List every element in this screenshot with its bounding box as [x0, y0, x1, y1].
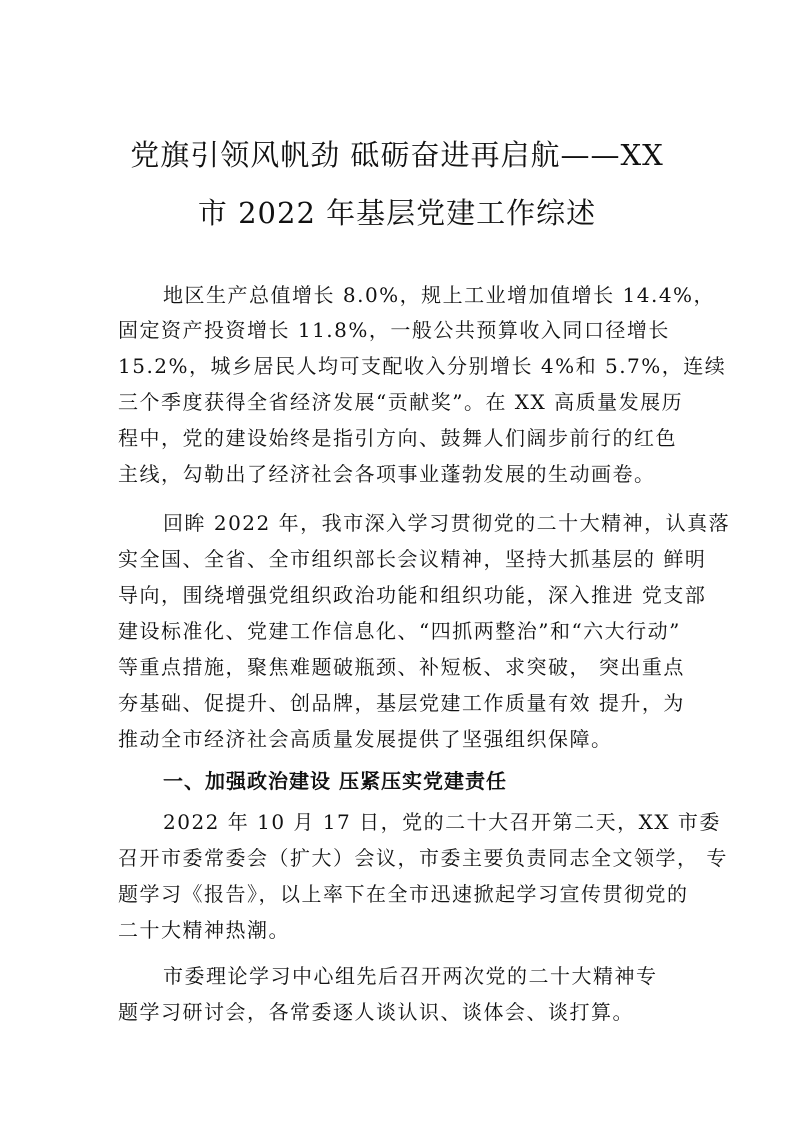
paragraph-1-line-1: 地区生产总值增长 8.0%，规上工业增加值增长 14.4%， [163, 283, 716, 307]
paragraph-2-line-7: 推动全市经济社会高质量发展提供了坚强组织保障。 [118, 727, 613, 751]
paragraph-1-line-6: 主线，勾勒出了经济社会各项事业蓬勃发展的生动画卷。 [118, 462, 656, 486]
paragraph-4-line-1: 市委理论学习中心组先后召开两次党的二十大精神专 [163, 964, 658, 988]
paragraph-1-line-5: 程中，党的建设始终是指引方向、鼓舞人们阔步前行的红色 [118, 426, 677, 450]
paragraph-3-line-4: 二十大精神热潮。 [118, 918, 290, 942]
paragraph-1-line-3: 15.2%，城乡居民人均可支配收入分别增长 4%和 5.7%，连续 [118, 354, 727, 378]
paragraph-2-line-5: 等重点措施，聚焦难题破瓶颈、补短板、求突破， 突出重点 [118, 655, 685, 679]
paragraph-2-line-1: 回眸 2022 年，我市深入学习贯彻党的二十大精神，认真落 [163, 511, 731, 535]
document-title-line-1: 党旗引领风帆劲 砥砺奋进再启航——XX [130, 138, 664, 172]
paragraph-3-line-3: 题学习《报告》，以上率下在全市迅速掀起学习宣传贯彻党的 [118, 882, 689, 906]
section-heading-1: 一、加强政治建设 压紧压实党建责任 [163, 769, 507, 793]
paragraph-1-line-4: 三个季度获得全省经济发展“贡献奖”。在 XX 高质量发展历 [118, 390, 684, 414]
paragraph-2-line-3: 导向，围绕增强党组织政治功能和组织功能，深入推进 党支部 [118, 583, 707, 607]
paragraph-2-line-6: 夯基础、促提升、创品牌，基层党建工作质量有效 提升，为 [118, 691, 685, 715]
paragraph-4-line-2: 题学习研讨会，各常委逐人谈认识、谈体会、谈打算。 [118, 1000, 634, 1024]
paragraph-1-line-2: 固定资产投资增长 11.8%，一般公共预算收入同口径增长 [118, 318, 670, 342]
paragraph-2-line-4: 建设标准化、党建工作信息化、“四抓两整治”和“六大行动” [118, 619, 681, 643]
document-title-line-2: 市 2022 年基层党建工作综述 [197, 196, 597, 230]
paragraph-2-line-2: 实全国、全省、全市组织部长会议精神，坚持大抓基层的 鲜明 [118, 547, 707, 571]
paragraph-3-line-2: 召开市委常委会（扩大）会议，市委主要负责同志全文领学， 专 [118, 846, 728, 870]
paragraph-3-line-1: 2022 年 10 月 17 日，党的二十大召开第二天，XX 市委 [163, 810, 721, 834]
